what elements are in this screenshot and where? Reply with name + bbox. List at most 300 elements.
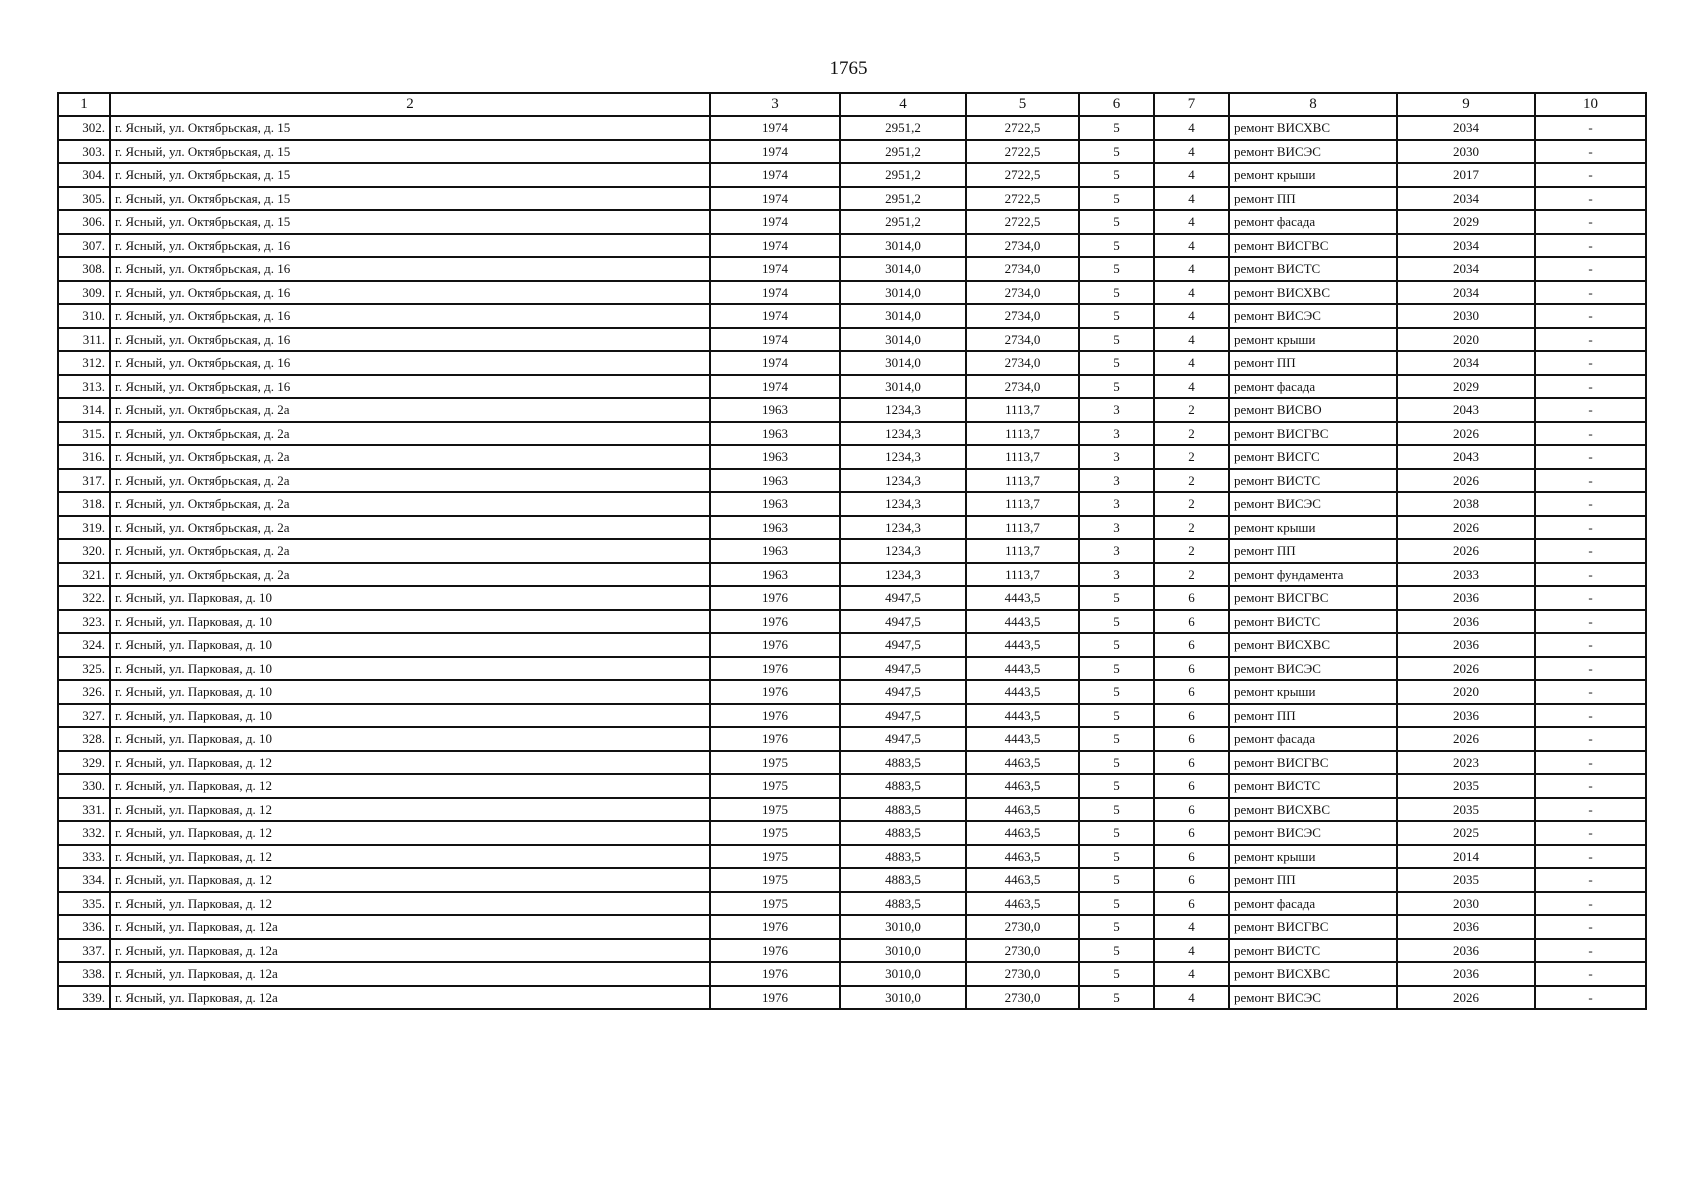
row-number-cell: 329. <box>58 751 110 775</box>
living-area-cell: 2734,0 <box>966 234 1079 258</box>
year-built-cell: 1974 <box>710 187 840 211</box>
living-area-cell: 1113,7 <box>966 445 1079 469</box>
cell-10-cell: - <box>1535 304 1646 328</box>
address-cell: г. Ясный, ул. Октябрьская, д. 15 <box>110 116 710 140</box>
total-area-cell: 1234,3 <box>840 398 966 422</box>
row-number-cell: 328. <box>58 727 110 751</box>
total-area-cell: 4947,5 <box>840 680 966 704</box>
entrances-cell: 4 <box>1154 328 1229 352</box>
year-built-cell: 1976 <box>710 680 840 704</box>
total-area-cell: 2951,2 <box>840 116 966 140</box>
floors-cell: 5 <box>1079 140 1154 164</box>
table-row <box>58 821 1646 845</box>
living-area-cell: 4443,5 <box>966 610 1079 634</box>
planned-year-cell: 2043 <box>1397 398 1535 422</box>
work-type-cell: ремонт ВИСЭС <box>1229 140 1397 164</box>
table-row <box>58 234 1646 258</box>
entrances-cell: 4 <box>1154 210 1229 234</box>
total-area-cell: 4883,5 <box>840 868 966 892</box>
table-row <box>58 704 1646 728</box>
row-number-cell: 331. <box>58 798 110 822</box>
cell-10-cell: - <box>1535 610 1646 634</box>
living-area-cell: 1113,7 <box>966 492 1079 516</box>
work-type-cell: ремонт ВИСЭС <box>1229 492 1397 516</box>
cell-10-cell: - <box>1535 915 1646 939</box>
work-type-cell: ремонт ПП <box>1229 704 1397 728</box>
table-row <box>58 257 1646 281</box>
living-area-cell: 2722,5 <box>966 116 1079 140</box>
total-area-cell: 4947,5 <box>840 586 966 610</box>
repair-schedule-table <box>57 92 1647 1010</box>
entrances-cell: 2 <box>1154 563 1229 587</box>
year-built-cell: 1976 <box>710 610 840 634</box>
planned-year-cell: 2023 <box>1397 751 1535 775</box>
living-area-cell: 2730,0 <box>966 986 1079 1010</box>
table-row <box>58 445 1646 469</box>
table-row <box>58 304 1646 328</box>
address-cell: г. Ясный, ул. Октябрьская, д. 15 <box>110 210 710 234</box>
work-type-cell: ремонт ВИСХВС <box>1229 633 1397 657</box>
work-type-cell: ремонт фасада <box>1229 727 1397 751</box>
year-built-cell: 1976 <box>710 915 840 939</box>
living-area-cell: 2734,0 <box>966 351 1079 375</box>
row-number-cell: 317. <box>58 469 110 493</box>
planned-year-cell: 2034 <box>1397 116 1535 140</box>
living-area-cell: 4443,5 <box>966 727 1079 751</box>
entrances-cell: 6 <box>1154 633 1229 657</box>
cell-10-cell: - <box>1535 398 1646 422</box>
table-row <box>58 586 1646 610</box>
entrances-cell: 6 <box>1154 845 1229 869</box>
address-cell: г. Ясный, ул. Октябрьская, д. 16 <box>110 351 710 375</box>
address-cell: г. Ясный, ул. Парковая, д. 10 <box>110 657 710 681</box>
living-area-cell: 4463,5 <box>966 774 1079 798</box>
work-type-cell: ремонт ПП <box>1229 868 1397 892</box>
page-number: 1765 <box>829 58 868 79</box>
row-number-cell: 309. <box>58 281 110 305</box>
work-type-cell: ремонт ВИСГС <box>1229 445 1397 469</box>
floors-cell: 3 <box>1079 398 1154 422</box>
work-type-cell: ремонт фундамента <box>1229 563 1397 587</box>
total-area-cell: 2951,2 <box>840 187 966 211</box>
row-number-cell: 337. <box>58 939 110 963</box>
cell-10-cell: - <box>1535 939 1646 963</box>
entrances-cell: 2 <box>1154 422 1229 446</box>
address-cell: г. Ясный, ул. Октябрьская, д. 15 <box>110 163 710 187</box>
table-row <box>58 539 1646 563</box>
living-area-cell: 2722,5 <box>966 140 1079 164</box>
total-area-cell: 4883,5 <box>840 845 966 869</box>
cell-10-cell: - <box>1535 868 1646 892</box>
entrances-cell: 4 <box>1154 351 1229 375</box>
year-built-cell: 1963 <box>710 516 840 540</box>
total-area-cell: 2951,2 <box>840 210 966 234</box>
address-cell: г. Ясный, ул. Октябрьская, д. 2а <box>110 539 710 563</box>
total-area-cell: 2951,2 <box>840 140 966 164</box>
address-cell: г. Ясный, ул. Октябрьская, д. 16 <box>110 234 710 258</box>
floors-cell: 5 <box>1079 304 1154 328</box>
row-number-cell: 325. <box>58 657 110 681</box>
planned-year-cell: 2034 <box>1397 281 1535 305</box>
planned-year-cell: 2036 <box>1397 704 1535 728</box>
address-cell: г. Ясный, ул. Парковая, д. 12а <box>110 986 710 1010</box>
entrances-cell: 2 <box>1154 492 1229 516</box>
column-header: 4 <box>840 93 966 116</box>
address-cell: г. Ясный, ул. Октябрьская, д. 16 <box>110 328 710 352</box>
table-row <box>58 140 1646 164</box>
year-built-cell: 1976 <box>710 633 840 657</box>
cell-10-cell: - <box>1535 140 1646 164</box>
cell-10-cell: - <box>1535 516 1646 540</box>
table-row <box>58 516 1646 540</box>
address-cell: г. Ясный, ул. Парковая, д. 12 <box>110 892 710 916</box>
floors-cell: 5 <box>1079 751 1154 775</box>
floors-cell: 5 <box>1079 210 1154 234</box>
address-cell: г. Ясный, ул. Октябрьская, д. 2а <box>110 445 710 469</box>
total-area-cell: 1234,3 <box>840 539 966 563</box>
living-area-cell: 2722,5 <box>966 187 1079 211</box>
address-cell: г. Ясный, ул. Парковая, д. 12а <box>110 915 710 939</box>
address-cell: г. Ясный, ул. Парковая, д. 12 <box>110 751 710 775</box>
address-cell: г. Ясный, ул. Октябрьская, д. 2а <box>110 492 710 516</box>
floors-cell: 5 <box>1079 116 1154 140</box>
entrances-cell: 4 <box>1154 257 1229 281</box>
total-area-cell: 3014,0 <box>840 328 966 352</box>
entrances-cell: 4 <box>1154 234 1229 258</box>
floors-cell: 3 <box>1079 422 1154 446</box>
table-row <box>58 187 1646 211</box>
table-row <box>58 751 1646 775</box>
total-area-cell: 1234,3 <box>840 492 966 516</box>
living-area-cell: 2734,0 <box>966 375 1079 399</box>
floors-cell: 5 <box>1079 939 1154 963</box>
total-area-cell: 4947,5 <box>840 657 966 681</box>
cell-10-cell: - <box>1535 774 1646 798</box>
total-area-cell: 4883,5 <box>840 751 966 775</box>
cell-10-cell: - <box>1535 492 1646 516</box>
cell-10-cell: - <box>1535 210 1646 234</box>
planned-year-cell: 2035 <box>1397 774 1535 798</box>
total-area-cell: 3014,0 <box>840 234 966 258</box>
header-row <box>58 93 1646 116</box>
work-type-cell: ремонт ВИСГВС <box>1229 234 1397 258</box>
living-area-cell: 4463,5 <box>966 892 1079 916</box>
row-number-cell: 308. <box>58 257 110 281</box>
planned-year-cell: 2030 <box>1397 140 1535 164</box>
work-type-cell: ремонт крыши <box>1229 516 1397 540</box>
living-area-cell: 4443,5 <box>966 633 1079 657</box>
entrances-cell: 4 <box>1154 939 1229 963</box>
floors-cell: 5 <box>1079 657 1154 681</box>
row-number-cell: 307. <box>58 234 110 258</box>
work-type-cell: ремонт крыши <box>1229 680 1397 704</box>
row-number-cell: 320. <box>58 539 110 563</box>
work-type-cell: ремонт ПП <box>1229 351 1397 375</box>
floors-cell: 5 <box>1079 727 1154 751</box>
cell-10-cell: - <box>1535 469 1646 493</box>
planned-year-cell: 2030 <box>1397 304 1535 328</box>
total-area-cell: 3014,0 <box>840 281 966 305</box>
entrances-cell: 2 <box>1154 445 1229 469</box>
row-number-cell: 326. <box>58 680 110 704</box>
address-cell: г. Ясный, ул. Октябрьская, д. 2а <box>110 563 710 587</box>
entrances-cell: 2 <box>1154 539 1229 563</box>
entrances-cell: 6 <box>1154 821 1229 845</box>
row-number-cell: 335. <box>58 892 110 916</box>
planned-year-cell: 2043 <box>1397 445 1535 469</box>
year-built-cell: 1963 <box>710 398 840 422</box>
table-row <box>58 680 1646 704</box>
entrances-cell: 2 <box>1154 516 1229 540</box>
row-number-cell: 302. <box>58 116 110 140</box>
table-row <box>58 116 1646 140</box>
floors-cell: 5 <box>1079 915 1154 939</box>
year-built-cell: 1976 <box>710 704 840 728</box>
row-number-cell: 319. <box>58 516 110 540</box>
row-number-cell: 312. <box>58 351 110 375</box>
living-area-cell: 4463,5 <box>966 845 1079 869</box>
entrances-cell: 4 <box>1154 116 1229 140</box>
table-row <box>58 469 1646 493</box>
living-area-cell: 1113,7 <box>966 563 1079 587</box>
work-type-cell: ремонт фасада <box>1229 892 1397 916</box>
table-row <box>58 657 1646 681</box>
work-type-cell: ремонт ВИСЭС <box>1229 304 1397 328</box>
planned-year-cell: 2026 <box>1397 516 1535 540</box>
floors-cell: 5 <box>1079 187 1154 211</box>
year-built-cell: 1974 <box>710 281 840 305</box>
address-cell: г. Ясный, ул. Октябрьская, д. 16 <box>110 304 710 328</box>
address-cell: г. Ясный, ул. Октябрьская, д. 16 <box>110 257 710 281</box>
entrances-cell: 4 <box>1154 163 1229 187</box>
table-row <box>58 328 1646 352</box>
living-area-cell: 2734,0 <box>966 328 1079 352</box>
living-area-cell: 1113,7 <box>966 516 1079 540</box>
row-number-cell: 304. <box>58 163 110 187</box>
cell-10-cell: - <box>1535 445 1646 469</box>
address-cell: г. Ясный, ул. Октябрьская, д. 2а <box>110 516 710 540</box>
column-header: 5 <box>966 93 1079 116</box>
entrances-cell: 2 <box>1154 469 1229 493</box>
row-number-cell: 338. <box>58 962 110 986</box>
floors-cell: 5 <box>1079 821 1154 845</box>
floors-cell: 5 <box>1079 375 1154 399</box>
year-built-cell: 1974 <box>710 328 840 352</box>
cell-10-cell: - <box>1535 680 1646 704</box>
table-row <box>58 939 1646 963</box>
table-row <box>58 210 1646 234</box>
entrances-cell: 4 <box>1154 281 1229 305</box>
entrances-cell: 6 <box>1154 727 1229 751</box>
row-number-cell: 336. <box>58 915 110 939</box>
row-number-cell: 316. <box>58 445 110 469</box>
cell-10-cell: - <box>1535 539 1646 563</box>
row-number-cell: 306. <box>58 210 110 234</box>
address-cell: г. Ясный, ул. Октябрьская, д. 16 <box>110 375 710 399</box>
living-area-cell: 4463,5 <box>966 821 1079 845</box>
total-area-cell: 1234,3 <box>840 469 966 493</box>
cell-10-cell: - <box>1535 328 1646 352</box>
entrances-cell: 6 <box>1154 892 1229 916</box>
planned-year-cell: 2020 <box>1397 328 1535 352</box>
living-area-cell: 2730,0 <box>966 915 1079 939</box>
entrances-cell: 4 <box>1154 986 1229 1010</box>
total-area-cell: 3014,0 <box>840 375 966 399</box>
cell-10-cell: - <box>1535 563 1646 587</box>
work-type-cell: ремонт крыши <box>1229 845 1397 869</box>
work-type-cell: ремонт ВИСХВС <box>1229 116 1397 140</box>
row-number-cell: 332. <box>58 821 110 845</box>
table-row <box>58 962 1646 986</box>
living-area-cell: 2722,5 <box>966 163 1079 187</box>
work-type-cell: ремонт крыши <box>1229 163 1397 187</box>
column-header: 9 <box>1397 93 1535 116</box>
table-row <box>58 845 1646 869</box>
row-number-cell: 318. <box>58 492 110 516</box>
planned-year-cell: 2030 <box>1397 892 1535 916</box>
address-cell: г. Ясный, ул. Октябрьская, д. 2а <box>110 398 710 422</box>
entrances-cell: 6 <box>1154 774 1229 798</box>
floors-cell: 3 <box>1079 563 1154 587</box>
planned-year-cell: 2036 <box>1397 939 1535 963</box>
planned-year-cell: 2014 <box>1397 845 1535 869</box>
address-cell: г. Ясный, ул. Парковая, д. 10 <box>110 727 710 751</box>
cell-10-cell: - <box>1535 234 1646 258</box>
address-cell: г. Ясный, ул. Октябрьская, д. 2а <box>110 469 710 493</box>
row-number-cell: 315. <box>58 422 110 446</box>
floors-cell: 3 <box>1079 445 1154 469</box>
year-built-cell: 1976 <box>710 727 840 751</box>
floors-cell: 5 <box>1079 586 1154 610</box>
year-built-cell: 1974 <box>710 140 840 164</box>
table-row <box>58 727 1646 751</box>
table-row <box>58 281 1646 305</box>
cell-10-cell: - <box>1535 281 1646 305</box>
work-type-cell: ремонт ВИСЭС <box>1229 986 1397 1010</box>
work-type-cell: ремонт ВИСГВС <box>1229 915 1397 939</box>
planned-year-cell: 2026 <box>1397 657 1535 681</box>
year-built-cell: 1963 <box>710 492 840 516</box>
floors-cell: 5 <box>1079 163 1154 187</box>
work-type-cell: ремонт ВИСЭС <box>1229 657 1397 681</box>
total-area-cell: 3014,0 <box>840 257 966 281</box>
cell-10-cell: - <box>1535 845 1646 869</box>
table-row <box>58 633 1646 657</box>
total-area-cell: 1234,3 <box>840 422 966 446</box>
row-number-cell: 339. <box>58 986 110 1010</box>
row-number-cell: 327. <box>58 704 110 728</box>
year-built-cell: 1974 <box>710 210 840 234</box>
work-type-cell: ремонт ВИСТС <box>1229 257 1397 281</box>
work-type-cell: ремонт ПП <box>1229 539 1397 563</box>
cell-10-cell: - <box>1535 751 1646 775</box>
table-row <box>58 492 1646 516</box>
column-header: 1 <box>58 93 110 116</box>
living-area-cell: 4463,5 <box>966 751 1079 775</box>
year-built-cell: 1976 <box>710 586 840 610</box>
table-row <box>58 610 1646 634</box>
planned-year-cell: 2036 <box>1397 633 1535 657</box>
floors-cell: 5 <box>1079 868 1154 892</box>
column-header: 7 <box>1154 93 1229 116</box>
address-cell: г. Ясный, ул. Парковая, д. 10 <box>110 680 710 704</box>
address-cell: г. Ясный, ул. Парковая, д. 12 <box>110 798 710 822</box>
address-cell: г. Ясный, ул. Парковая, д. 12а <box>110 939 710 963</box>
cell-10-cell: - <box>1535 657 1646 681</box>
address-cell: г. Ясный, ул. Парковая, д. 10 <box>110 610 710 634</box>
cell-10-cell: - <box>1535 704 1646 728</box>
floors-cell: 5 <box>1079 680 1154 704</box>
living-area-cell: 4443,5 <box>966 704 1079 728</box>
cell-10-cell: - <box>1535 163 1646 187</box>
table-row <box>58 798 1646 822</box>
row-number-cell: 330. <box>58 774 110 798</box>
work-type-cell: ремонт ВИСТС <box>1229 469 1397 493</box>
living-area-cell: 4463,5 <box>966 868 1079 892</box>
entrances-cell: 6 <box>1154 680 1229 704</box>
row-number-cell: 333. <box>58 845 110 869</box>
planned-year-cell: 2025 <box>1397 821 1535 845</box>
planned-year-cell: 2026 <box>1397 469 1535 493</box>
entrances-cell: 4 <box>1154 140 1229 164</box>
entrances-cell: 4 <box>1154 187 1229 211</box>
entrances-cell: 6 <box>1154 610 1229 634</box>
year-built-cell: 1975 <box>710 821 840 845</box>
floors-cell: 3 <box>1079 516 1154 540</box>
table-row <box>58 563 1646 587</box>
year-built-cell: 1963 <box>710 469 840 493</box>
living-area-cell: 2734,0 <box>966 304 1079 328</box>
address-cell: г. Ясный, ул. Октябрьская, д. 15 <box>110 140 710 164</box>
table-row <box>58 163 1646 187</box>
living-area-cell: 1113,7 <box>966 539 1079 563</box>
entrances-cell: 6 <box>1154 751 1229 775</box>
row-number-cell: 324. <box>58 633 110 657</box>
address-cell: г. Ясный, ул. Парковая, д. 10 <box>110 586 710 610</box>
address-cell: г. Ясный, ул. Парковая, д. 12 <box>110 774 710 798</box>
work-type-cell: ремонт ВИСВО <box>1229 398 1397 422</box>
living-area-cell: 2730,0 <box>966 939 1079 963</box>
work-type-cell: ремонт крыши <box>1229 328 1397 352</box>
address-cell: г. Ясный, ул. Октябрьская, д. 2а <box>110 422 710 446</box>
work-type-cell: ремонт ВИСГВС <box>1229 586 1397 610</box>
year-built-cell: 1976 <box>710 962 840 986</box>
address-cell: г. Ясный, ул. Октябрьская, д. 15 <box>110 187 710 211</box>
planned-year-cell: 2034 <box>1397 234 1535 258</box>
work-type-cell: ремонт фасада <box>1229 375 1397 399</box>
address-cell: г. Ясный, ул. Парковая, д. 10 <box>110 633 710 657</box>
row-number-cell: 322. <box>58 586 110 610</box>
row-number-cell: 310. <box>58 304 110 328</box>
planned-year-cell: 2033 <box>1397 563 1535 587</box>
cell-10-cell: - <box>1535 586 1646 610</box>
row-number-cell: 321. <box>58 563 110 587</box>
total-area-cell: 4947,5 <box>840 610 966 634</box>
floors-cell: 3 <box>1079 469 1154 493</box>
floors-cell: 3 <box>1079 492 1154 516</box>
entrances-cell: 6 <box>1154 798 1229 822</box>
total-area-cell: 4947,5 <box>840 704 966 728</box>
year-built-cell: 1974 <box>710 163 840 187</box>
total-area-cell: 1234,3 <box>840 516 966 540</box>
row-number-cell: 323. <box>58 610 110 634</box>
column-header: 3 <box>710 93 840 116</box>
address-cell: г. Ясный, ул. Парковая, д. 12 <box>110 821 710 845</box>
table-body <box>58 116 1646 1009</box>
entrances-cell: 4 <box>1154 962 1229 986</box>
floors-cell: 3 <box>1079 539 1154 563</box>
living-area-cell: 4463,5 <box>966 798 1079 822</box>
